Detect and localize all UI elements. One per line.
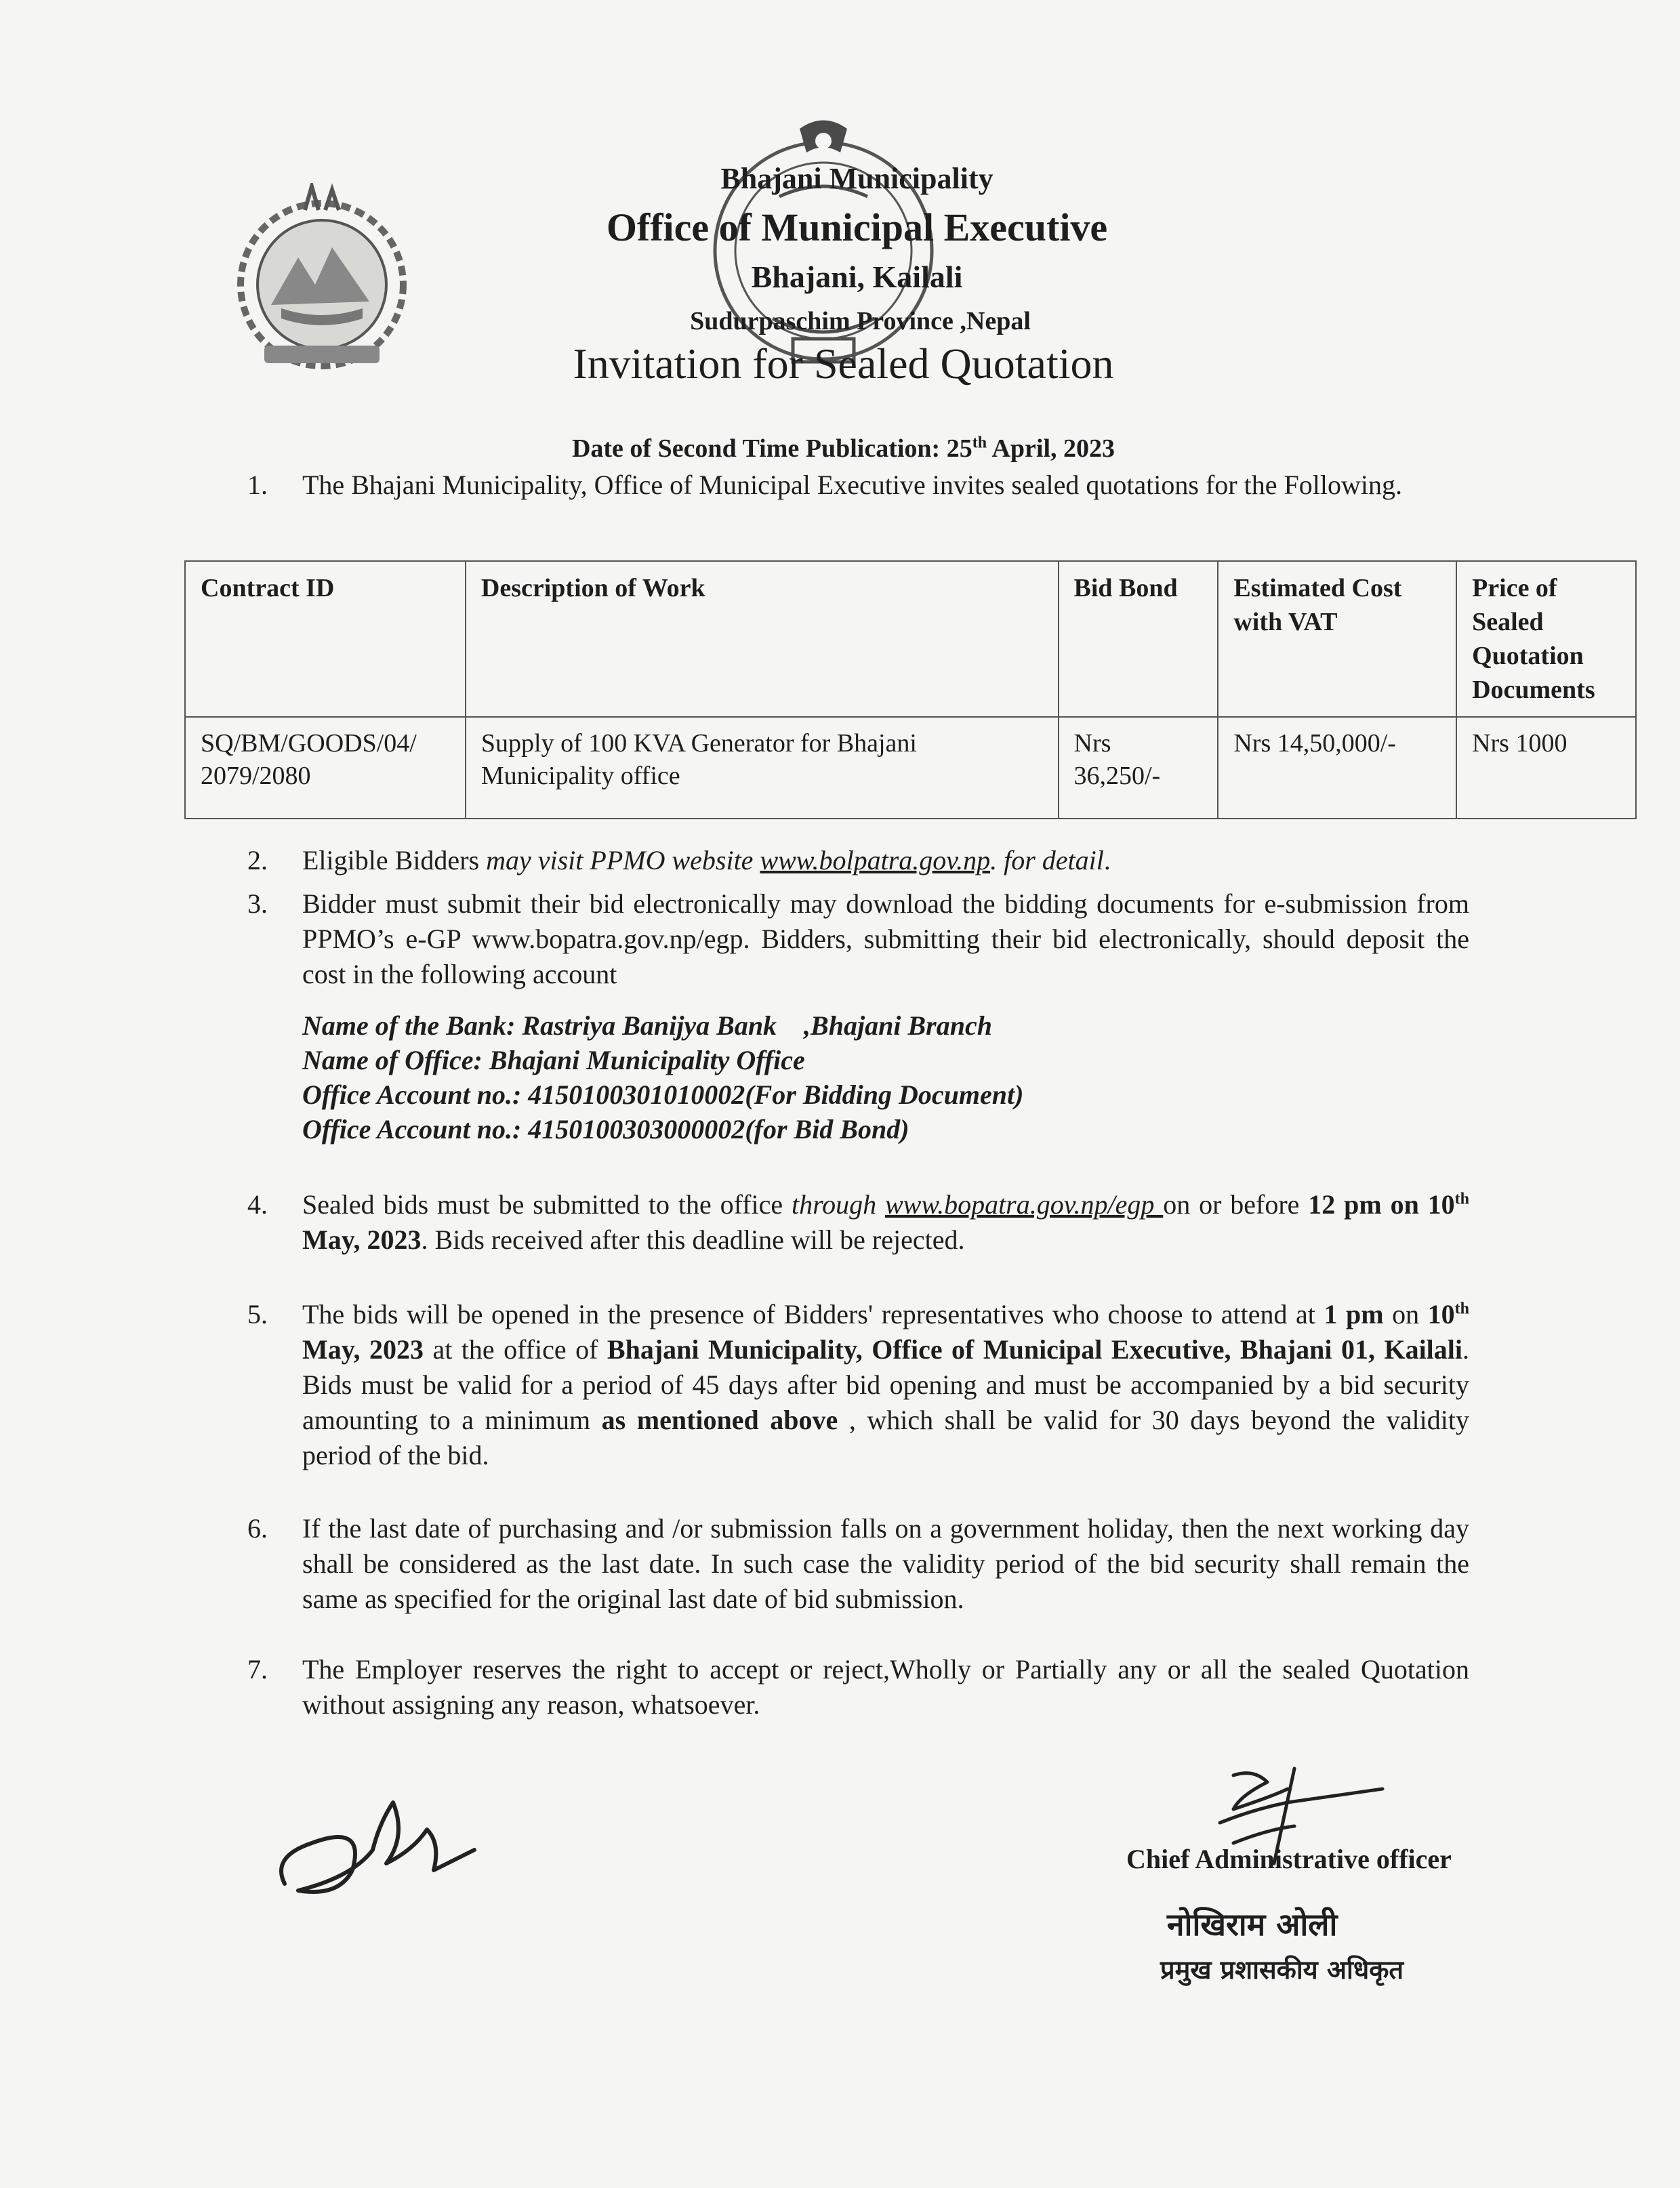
office-name-account: Name of Office: Bhajani Municipality Office	[302, 1045, 805, 1075]
bank-details	[302, 1008, 1023, 1147]
item-4-text: Sealed bids must be submitted to the office through www.bopatra.gov.np/egp on or before 12 pm on 10th May, 2023. Bids received after this deadline will be rejected.	[302, 1189, 1470, 1255]
cell-document-price: Nrs 1000	[1456, 717, 1636, 819]
document-title: Invitation for Sealed Quotation	[573, 339, 1114, 388]
item-3-text: Bidder must submit their bid electronically may download the bidding documents for e-submission from PPMO’s e-GP www.bopatra.gov.np/egp. Bidders, submitting their bid electronically, should deposit the cost in the following account	[302, 888, 1469, 989]
header-price-documents: Price of Sealed Quotation Documents	[1456, 561, 1636, 717]
table-row	[185, 717, 1636, 819]
quotation-table	[184, 560, 1637, 819]
left-signature	[271, 1775, 488, 1904]
item-2-number: 2.	[247, 845, 268, 875]
bank-name: Name of the Bank: Rastriya Banijya Bank ,Bhajani Branch	[302, 1010, 992, 1041]
cell-estimated-cost: Nrs 14,50,000/-	[1218, 717, 1456, 819]
item-7-number: 7.	[247, 1654, 268, 1685]
item-6-text: If the last date of purchasing and /or submission falls on a government holiday, then the next working day shall be considered as the last date. In such case the validity period of the bid security shall remain the same as specified for the original last date of bid submission.	[302, 1513, 1469, 1614]
item-1-text: The Bhajani Municipality, Office of Municipal Executive invites sealed quotations for the Following.	[302, 470, 1402, 500]
header-description: Description of Work	[466, 561, 1059, 717]
province-name: Sudurpaschim Province ,Nepal	[690, 307, 1031, 335]
header-contract-id: Contract ID	[185, 561, 466, 717]
publication-date: Date of Second Time Publication: 25th April, 2023	[571, 434, 1115, 463]
header-bid-bond: Bid Bond	[1059, 561, 1218, 717]
signatory-name-nepali: नोखिराम ओली	[1167, 1906, 1338, 1943]
bolpatra-link[interactable]: www.bolpatra.gov.np	[760, 845, 991, 875]
office-location: Bhajani, Kailali	[751, 260, 963, 294]
item-4-number: 4.	[247, 1189, 268, 1220]
header-estimated-cost: Estimated Cost with VAT	[1218, 561, 1456, 717]
account-bid-bond: Office Account no.: 4150100303000002(for Bid Bond)	[302, 1114, 909, 1144]
municipality-name: Bhajani Municipality	[720, 162, 993, 195]
office-name: Office of Municipal Executive	[606, 205, 1108, 249]
cell-contract-id: SQ/BM/GOODS/04/ 2079/2080	[185, 717, 466, 819]
item-7-text: The Employer reserves the right to accept or reject,Wholly or Partially any or all the sealed Quotation without assigning any reason, whatsoever.	[302, 1654, 1469, 1720]
cell-description: Supply of 100 KVA Generator for Bhajani Municipality office	[466, 717, 1059, 819]
table-header-row	[185, 561, 1636, 717]
item-2-text: Eligible Bidders may visit PPMO website www.bolpatra.gov.np. for detail.	[302, 845, 1111, 875]
signatory-designation: Chief Administrative officer	[1126, 1844, 1452, 1874]
item-5-text: The bids will be opened in the presence of Bidders' representatives who choose to attend at 1 pm on 10th May, 2023 at the office of Bhajani Municipality, Office of Municipal Executive, Bhajani 01, Kailali. Bids must be valid for a period of 45 days after bid opening and must be accompanied by a bid security amounting to a minimum as mentioned above , which shall be valid for 30 days beyond the validity period of the bid.	[302, 1299, 1470, 1470]
item-3-number: 3.	[247, 888, 268, 919]
account-bidding-document: Office Account no.: 4150100301010002(For Bidding Document)	[302, 1079, 1024, 1110]
egp-link[interactable]: www.bopatra.gov.np/egp	[885, 1189, 1164, 1220]
cell-bid-bond: Nrs 36,250/-	[1059, 717, 1218, 819]
signatory-title-nepali: प्रमुख प्रशासकीय अधिकृत	[1160, 1955, 1404, 1985]
item-1-number: 1.	[247, 470, 268, 500]
item-6-number: 6.	[247, 1513, 268, 1544]
item-5-number: 5.	[247, 1299, 268, 1329]
